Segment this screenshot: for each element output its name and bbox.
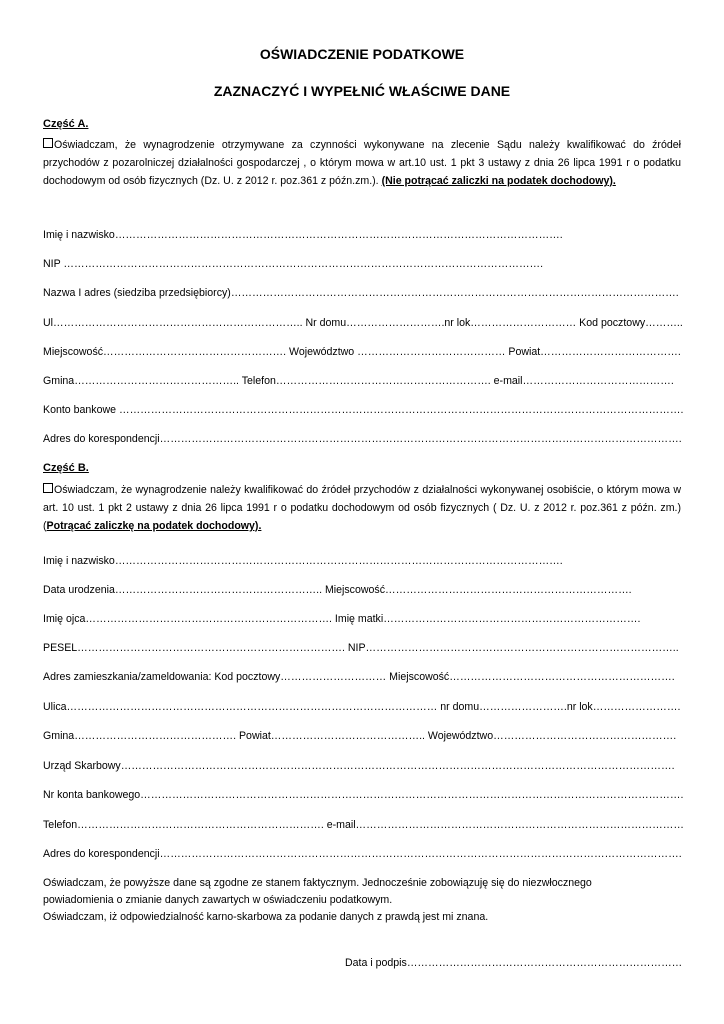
part-a-statement bbox=[43, 136, 681, 190]
part-a-field-name[interactable]: Imię i nazwisko………………………………………………………………………………………………………………. bbox=[43, 229, 563, 241]
closing-statement bbox=[43, 875, 683, 926]
part-b-field-name[interactable]: Imię i nazwisko………………………………………………………………………………………………………………. bbox=[43, 555, 563, 567]
part-b-heading: Część B. bbox=[43, 462, 89, 474]
part-a-checkbox[interactable] bbox=[43, 138, 53, 148]
part-b-statement-emphasis: Potrącać zaliczkę na podatek dochodowy). bbox=[46, 520, 262, 532]
part-a-statement-emphasis: (Nie potrącać zaliczki na podatek dochodowy). bbox=[381, 175, 616, 187]
part-b-field-address[interactable]: Adres zamieszkania/zameldowania: Kod pocztowy………………………… Miejscowość………………………………………………………. bbox=[43, 671, 675, 683]
part-b-field-street[interactable]: Ulica…………………………………………………………………………………………… nr domu…………………….nr lok……………………. bbox=[43, 701, 681, 713]
part-b-statement bbox=[43, 481, 681, 535]
part-b-field-parents[interactable]: Imię ojca……………………………………………………………. Imię matki………………………………………………………………. bbox=[43, 613, 641, 625]
part-b-field-contact[interactable]: Telefon……………………………………………………………. e-mail………………………………………………………………………………… bbox=[43, 819, 684, 831]
part-b-checkbox[interactable] bbox=[43, 483, 53, 493]
part-a-heading: Część A. bbox=[43, 118, 89, 130]
part-a-field-company[interactable]: Nazwa I adres (siedziba przedsiębiorcy)………………………………………………………………………………………………………………. bbox=[43, 287, 679, 299]
part-b-field-correspondence[interactable]: Adres do korespondencji…………………………………………………………………………………………………………………………………. bbox=[43, 848, 682, 860]
closing-line: Oświadczam, że powyższe dane są zgodne ze stanem faktycznym. Jednocześnie zobowiązuję się do niezwłocznego bbox=[43, 877, 592, 889]
part-b-field-birth[interactable]: Data urodzenia………………………………………………….. Miejscowość……………………………………………………………. bbox=[43, 584, 632, 596]
part-a-field-bank[interactable]: Konto bankowe ……………………………………………………………………………………………………………………………………………. bbox=[43, 404, 684, 416]
closing-line: Oświadczam, iż odpowiedzialność karno-skarbowa za podanie danych z prawdą jest mi znana. bbox=[43, 911, 489, 923]
document-subtitle: ZAZNACZYĆ I WYPEŁNIĆ WŁAŚCIWE DANE bbox=[213, 83, 511, 99]
part-b-field-gmina[interactable]: Gmina………………………………………. Powiat…………………………………….. Województwo……………………………………………. bbox=[43, 730, 677, 742]
part-a-field-gmina[interactable]: Gmina……………………………………….. Telefon……………………………………………………. e-mail……………………………………. bbox=[43, 375, 674, 387]
closing-line: powiadomienia o zmianie danych zawartych w oświadczeniu podatkowym. bbox=[43, 894, 393, 906]
part-b-field-pesel[interactable]: PESEL…………………………………………………………………. NIP…………………………………………………………………………….. bbox=[43, 642, 679, 654]
part-a-field-city[interactable]: Miejscowość……………………………………………. Województwo …………………………………… Powiat…………………………………. bbox=[43, 346, 681, 358]
part-b-statement-text: Oświadczam, że wynagrodzenie należy kwalifikować do źródeł przychodów z działalności wykonywanej osobiście, o którym mowa w art. 10 ust. 1 pkt 2 ustawy z dnia 26 lipca 1991 r o podatku dochodowym od osób fizycznych ( Dz. U. z 2012 r. poz.361 z późn. zm.) ( bbox=[43, 484, 681, 532]
part-a-field-correspondence[interactable]: Adres do korespondencji…………………………………………………………………………………………………………………………………. bbox=[43, 433, 682, 445]
part-b-field-bank[interactable]: Nr konta bankowego………………………………………………………………………………………………………………………………………. bbox=[43, 789, 684, 801]
part-b-field-tax-office[interactable]: Urząd Skarbowy…………………………………………………………………………………………………………………………………………. bbox=[43, 760, 675, 772]
document-title: OŚWIADCZENIE PODATKOWE bbox=[259, 46, 465, 62]
part-a-field-nip[interactable]: NIP ………………………………………………………………………………………………………………………. bbox=[43, 258, 544, 270]
signature-field[interactable]: Data i podpis…………………………………………………………………… bbox=[345, 957, 683, 969]
part-a-statement-text: Oświadczam, że wynagrodzenie otrzymywane za czynności wykonywane na zlecenie Sądu należy kwalifikować do źródeł przychodów z pozarolniczej działalności gospodarczej , o którym mowa w art.10 ust. 1 pkt 3 ustawy z dnia 26 lipca 1991 r o podatku dochodowym od osób fizycznych (Dz. U. z 2012 r. poz.361 z późn.zm.). bbox=[43, 139, 681, 187]
part-a-field-street[interactable]: Ul…………………………………………………………….. Nr domu……………………….nr lok………………………… Kod pocztowy……….. bbox=[43, 317, 683, 329]
